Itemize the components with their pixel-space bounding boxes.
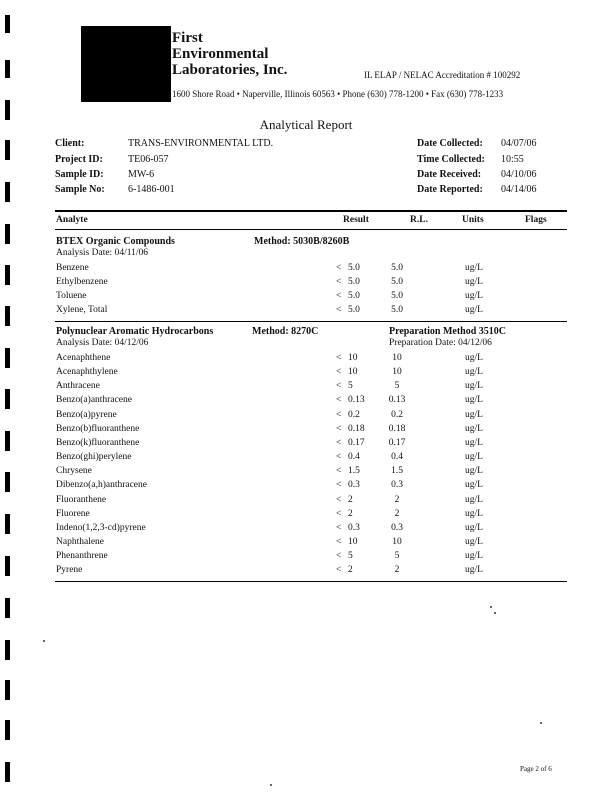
result-value: 2 [348,565,353,576]
less-than-qualifier: < [336,565,342,576]
time-collected-value: 10:55 [501,154,524,165]
section-btex-analysis-date: Analysis Date: 04/11/06 [56,248,148,258]
reporting-limit: 2 [394,494,400,505]
result-value: 5 [348,381,353,392]
table-end-rule [55,581,567,582]
scan-mark [5,306,10,326]
scan-mark [5,762,10,782]
less-than-qualifier: < [336,466,342,477]
scan-speck [540,722,542,724]
reporting-limit: 0.18 [388,423,406,434]
lab-logo [81,26,171,102]
table-row [55,523,567,537]
analyte-name: Phenanthrene [56,551,108,562]
table-row [55,305,567,319]
analyte-name: Benzo(k)fluoranthene [56,437,140,448]
table-row [55,466,567,480]
sample-no-label: Sample No: [55,184,105,195]
units-value: ug/L [465,277,483,288]
sample-id-label: Sample ID: [55,169,104,180]
result-value: 5.0 [348,263,360,273]
date-received-label: Date Received: [417,169,482,180]
scan-mark [5,431,10,451]
report-title: Analytical Report [259,117,353,132]
lab-name-line: First [172,30,203,46]
less-than-qualifier: < [336,263,342,273]
analyte-name: Acenaphthylene [56,367,118,378]
analyte-name: Dibenzo(a,h)anthracene [56,480,147,491]
scan-mark [5,720,10,740]
less-than-qualifier: < [336,367,342,378]
table-row [55,381,567,395]
section-rule [55,321,567,322]
less-than-qualifier: < [336,508,342,519]
units-value: ug/L [465,423,483,434]
reporting-limit: 5.0 [391,277,403,288]
scan-mark [5,514,10,534]
analyte-name: Chrysene [56,466,92,477]
scan-mark [5,182,10,202]
analyte-name: Benzo(a)pyrene [56,409,117,420]
reporting-limit: 5 [394,551,400,562]
table-row [55,509,567,523]
units-value: ug/L [465,395,483,406]
section-pah-prep-method: Preparation Method 3510C [389,326,507,337]
units-value: ug/L [465,367,483,378]
analyte-name: Fluoranthene [56,494,107,505]
units-value: ug/L [465,480,483,491]
table-row [55,410,567,424]
units-value: ug/L [465,522,483,533]
result-value: 5.0 [348,277,360,288]
units-value: ug/L [465,291,483,302]
client-value: TRANS-ENVIRONMENTAL LTD. [128,138,274,149]
units-value: ug/L [465,494,483,505]
units-value: ug/L [465,409,483,420]
sample-no-value: 6-1486-001 [128,184,175,195]
section-pah-analysis-date: Analysis Date: 04/12/06 [56,338,149,348]
result-value: 5 [348,551,353,562]
analyte-name: Toluene [56,291,87,302]
result-value: 0.4 [348,452,360,463]
accreditation-text: IL ELAP / NELAC Accreditation # 100292 [364,70,521,80]
table-row [55,395,567,409]
project-label: Project ID: [55,154,103,165]
less-than-qualifier: < [336,494,342,505]
date-reported-label: Date Reported: [417,184,483,195]
scan-mark [5,472,10,492]
table-row [55,424,567,438]
analyte-name: Indeno(1,2,3-cd)pyrene [56,522,146,533]
reporting-limit: 1.5 [391,466,403,477]
lab-address: 1600 Shore Road • Naperville, Illinois 60563 • Phone (630) 778-1200 • Fax (630) 778-1233 [172,89,504,99]
analyte-name: Benzo(ghi)perylene [56,452,132,463]
table-row [55,551,567,565]
less-than-qualifier: < [336,480,342,491]
units-value: ug/L [465,305,483,316]
section-btex-title: BTEX Organic Compounds [56,236,175,247]
reporting-limit: 0.4 [391,452,403,463]
reporting-limit: 10 [392,536,402,547]
column-rule [55,229,567,230]
scan-mark [5,15,10,33]
scan-mark [5,348,10,368]
scan-speck [43,640,45,642]
less-than-qualifier: < [336,551,342,562]
units-value: ug/L [465,565,483,576]
table-row [55,291,567,305]
table-row [55,353,567,367]
units-value: ug/L [465,381,483,392]
analyte-name: Pyrene [56,565,83,576]
time-collected-label: Time Collected: [417,154,485,165]
date-collected-label: Date Collected: [417,138,483,149]
page-number: Page 2 of 6 [520,765,552,773]
scan-mark [5,680,10,700]
table-row [55,480,567,494]
scan-mark [5,640,10,660]
analyte-name: Benzo(a)anthracene [56,395,132,406]
reporting-limit: 2 [394,508,400,519]
result-value: 5.0 [348,291,360,302]
reporting-limit: 10 [392,367,402,378]
header-rule [55,210,567,212]
table-row [55,277,567,291]
col-flags: Flags [525,215,547,225]
result-value: 5.0 [348,305,360,316]
less-than-qualifier: < [336,536,342,547]
analyte-name: Fluorene [56,508,90,519]
result-value: 1.5 [348,466,360,477]
scan-mark [5,265,10,285]
result-value: 10 [348,353,358,363]
scan-mark [5,556,10,576]
result-value: 10 [348,536,358,547]
reporting-limit: 10 [392,353,402,363]
date-received-value: 04/10/06 [501,169,537,180]
units-value: ug/L [465,263,483,273]
scan-speck [490,606,492,608]
scan-speck [494,612,496,614]
reporting-limit: 5.0 [391,263,403,273]
col-result: Result [343,215,369,225]
analyte-name: Benzene [56,263,89,273]
units-value: ug/L [465,437,483,448]
less-than-qualifier: < [336,381,342,392]
less-than-qualifier: < [336,522,342,533]
units-value: ug/L [465,508,483,519]
table-row [55,495,567,509]
col-units: Units [462,215,484,225]
analyte-name: Benzo(b)fluoranthene [56,423,140,434]
analyte-name: Xylene, Total [56,305,108,316]
scan-speck [270,784,272,786]
less-than-qualifier: < [336,409,342,420]
table-row [55,565,567,579]
section-pah-method: Method: 8270C [252,326,319,337]
less-than-qualifier: < [336,452,342,463]
result-value: 0.18 [348,423,365,434]
lab-name-line: Environmental [172,46,269,62]
units-value: ug/L [465,536,483,547]
scan-mark [5,60,10,78]
units-value: ug/L [465,466,483,477]
result-value: 0.3 [348,480,360,491]
table-row [55,537,567,551]
table-row [55,452,567,466]
lab-name-line: Laboratories, Inc. [172,62,288,78]
section-pah-prep-date: Preparation Date: 04/12/06 [389,338,492,348]
scan-mark [5,224,10,244]
reporting-limit: 0.2 [391,409,403,420]
units-value: ug/L [465,551,483,562]
date-reported-value: 04/14/06 [501,184,537,195]
sample-id-value: MW-6 [128,169,155,180]
project-value: TE06-057 [128,154,169,165]
lab-name [172,30,322,78]
units-value: ug/L [465,353,483,363]
reporting-limit: 2 [394,565,400,576]
result-value: 0.3 [348,522,360,533]
less-than-qualifier: < [336,395,342,406]
section-pah-title: Polynuclear Aromatic Hydrocarbons [56,326,214,337]
col-rl: R.L. [410,215,428,225]
analyte-name: Anthracene [56,381,100,392]
result-value: 10 [348,367,358,378]
result-value: 2 [348,508,353,519]
units-value: ug/L [465,452,483,463]
col-analyte: Analyte [56,215,88,225]
scan-mark [5,598,10,618]
reporting-limit: 5.0 [391,291,403,302]
less-than-qualifier: < [336,437,342,448]
reporting-limit: 0.17 [388,437,406,448]
table-row [55,367,567,381]
table-row [55,263,567,277]
section-btex-method: Method: 5030B/8260B [254,236,350,247]
reporting-limit: 0.3 [391,480,403,491]
reporting-limit: 5.0 [391,305,403,316]
scan-mark [5,140,10,160]
less-than-qualifier: < [336,423,342,434]
less-than-qualifier: < [336,305,342,316]
result-value: 2 [348,494,353,505]
less-than-qualifier: < [336,353,342,363]
result-value: 0.13 [348,395,365,406]
less-than-qualifier: < [336,277,342,288]
less-than-qualifier: < [336,291,342,302]
scan-mark [5,389,10,409]
reporting-limit: 5 [394,381,400,392]
result-value: 0.2 [348,409,360,420]
analyte-name: Ethylbenzene [56,277,108,288]
analyte-name: Naphthalene [56,536,105,547]
date-collected-value: 04/07/06 [501,138,537,149]
reporting-limit: 0.3 [391,522,403,533]
analyte-name: Acenaphthene [56,353,111,363]
result-value: 0.17 [348,437,365,448]
table-row [55,438,567,452]
client-label: Client: [55,138,85,149]
reporting-limit: 0.13 [388,395,406,406]
